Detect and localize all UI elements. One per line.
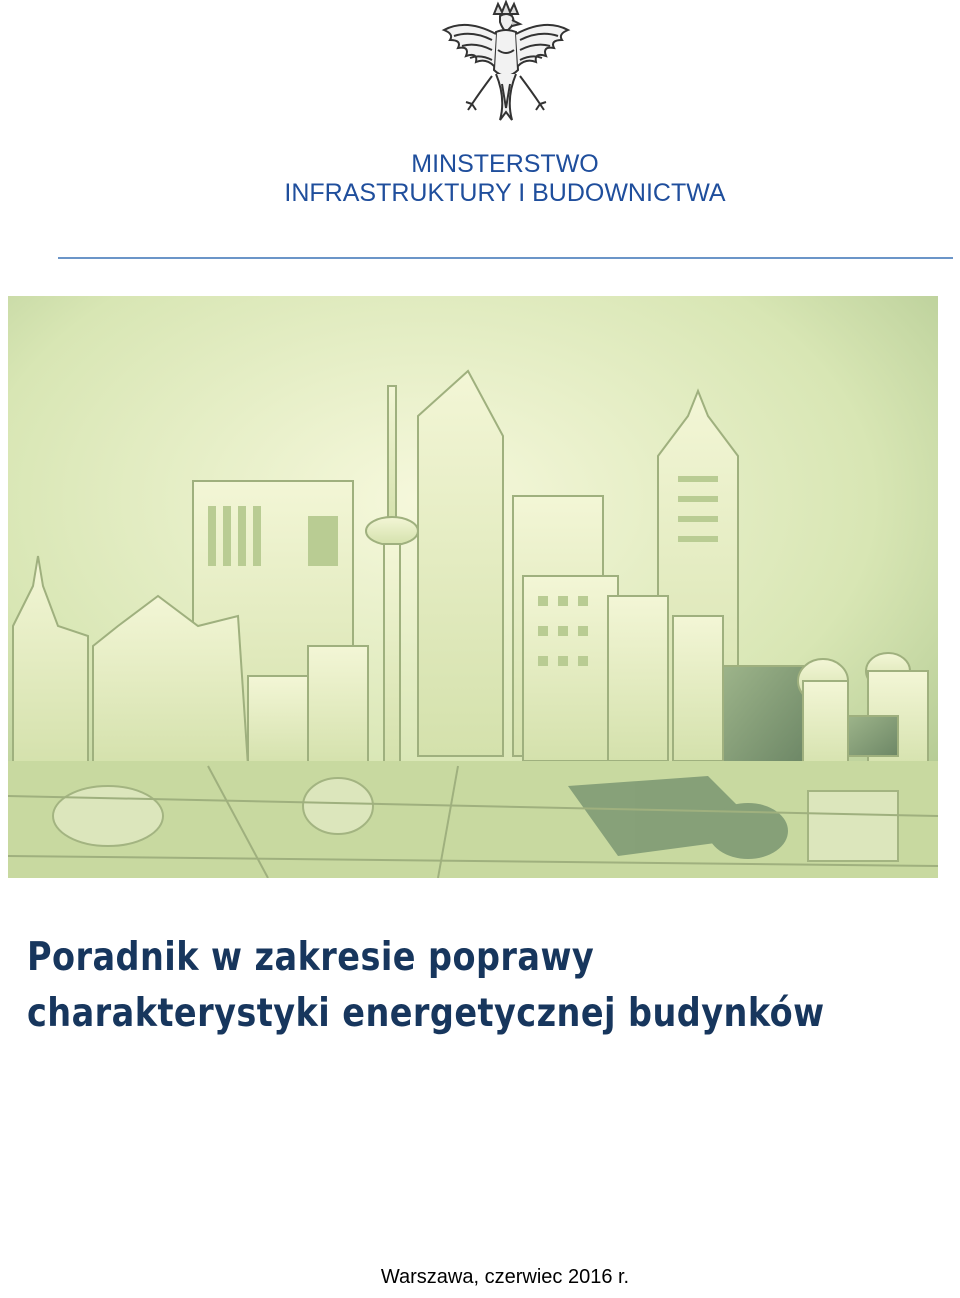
title-line-2: charakterystyki energetycznej budynków xyxy=(27,991,825,1036)
ministry-line-2: INFRASTRUKTURY I BUDOWNICTWA xyxy=(284,179,726,207)
title-line-1: Poradnik w zakresie poprawy xyxy=(27,935,595,980)
place-date: Warszawa, czerwiec 2016 r. xyxy=(380,1266,630,1288)
header-divider xyxy=(58,257,953,259)
polish-eagle-emblem-icon xyxy=(436,0,576,138)
ministry-name xyxy=(0,150,960,208)
document-title xyxy=(27,930,825,1042)
ministry-line-1: MINSTERSTWO xyxy=(411,150,599,178)
city-skyline-illustration-icon xyxy=(8,296,938,878)
